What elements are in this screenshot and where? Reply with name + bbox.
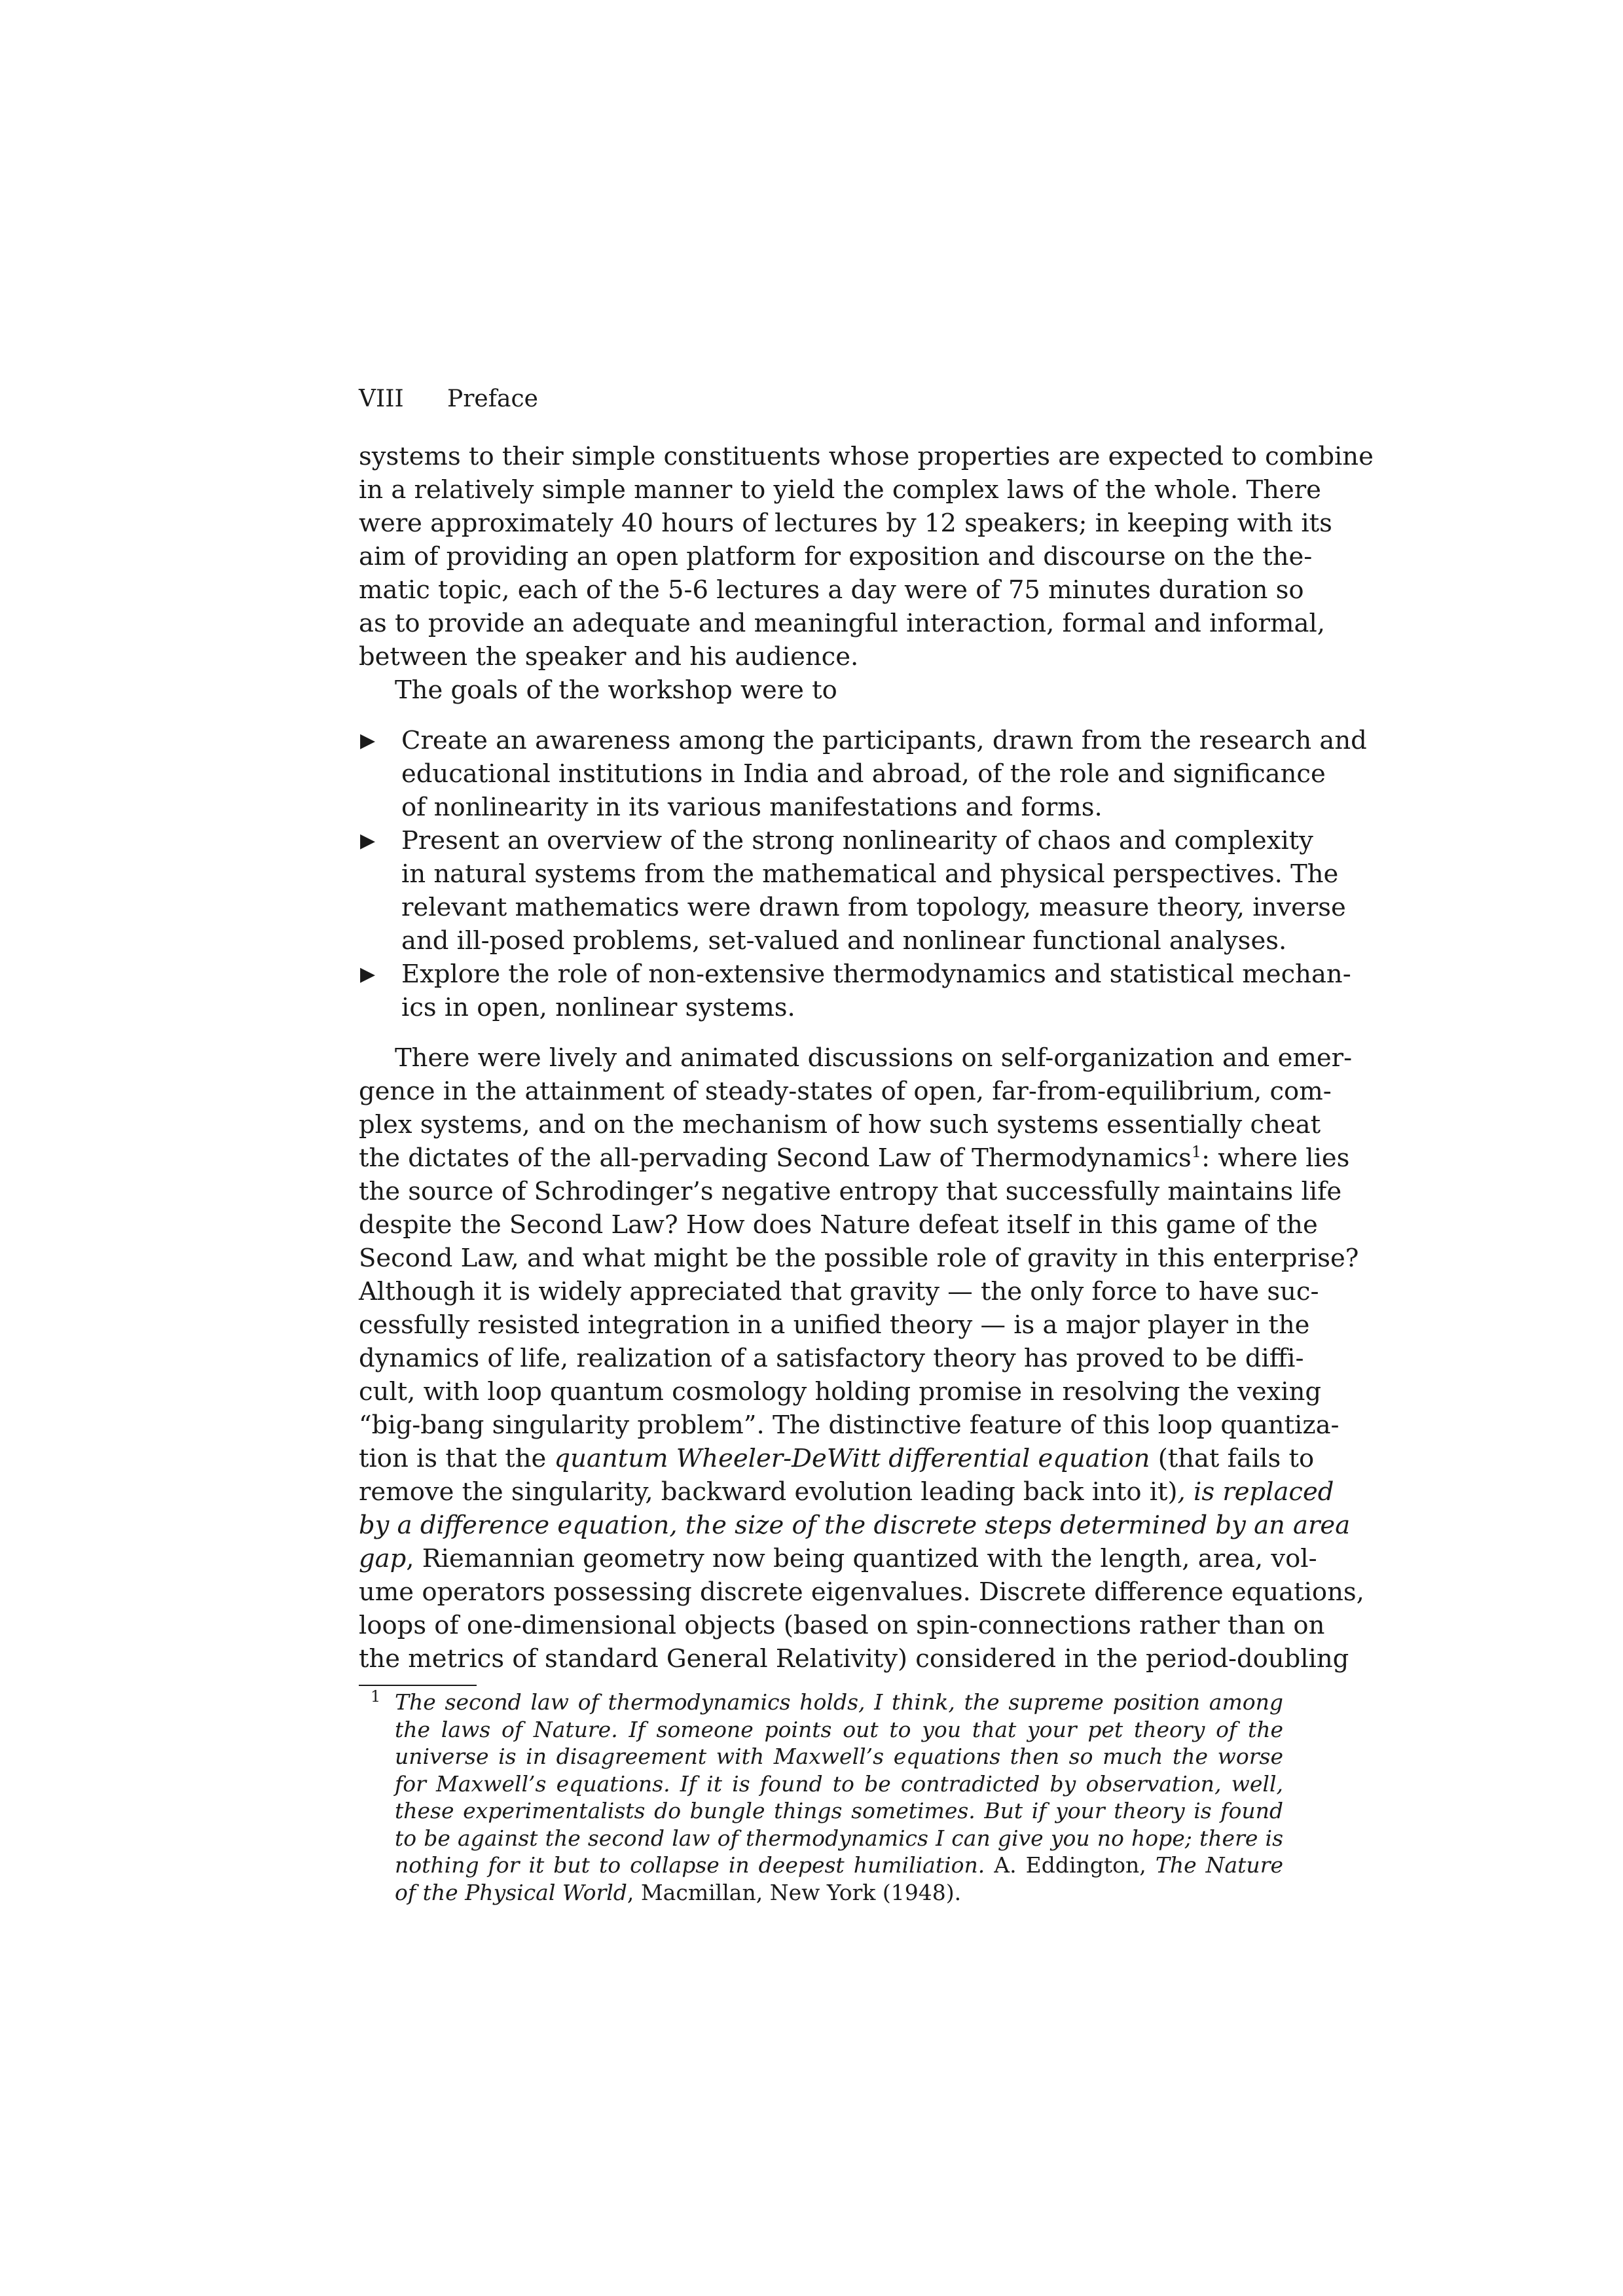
- text-run: tion is that the: [359, 1444, 555, 1473]
- bullet-triangle-icon: ▶: [360, 829, 376, 852]
- text-line: [395, 1852, 1283, 1879]
- text-run: A. Eddington,: [985, 1852, 1156, 1878]
- text-line: There were lively and animated discussions on self-organization and emer-: [395, 1043, 1353, 1073]
- text-line: “big-bang singularity problem”. The distinctive feature of this loop quantiza-: [359, 1410, 1340, 1440]
- section-title: Preface: [447, 386, 538, 412]
- text-line: Second Law, and what might be the possible role of gravity in this enterprise?: [359, 1244, 1359, 1273]
- italic-run: quantum Wheeler-DeWitt differential equation: [554, 1444, 1150, 1473]
- running-header: [359, 385, 538, 414]
- main-text: [359, 440, 1374, 1906]
- text-run: the dictates of the all-pervading Second Law of Thermodynamics: [359, 1143, 1192, 1173]
- text-line: [395, 1743, 1283, 1770]
- text-line: the metrics of standard General Relativity) considered in the period-doubling: [359, 1644, 1349, 1674]
- list-item: [359, 724, 1367, 824]
- footnote-ref[interactable]: 1: [1191, 1143, 1202, 1161]
- italic-run: universe is in disagreement with Maxwell’s equations then so much the worse: [395, 1744, 1283, 1769]
- text-line: Explore the role of non-extensive thermodynamics and statistical mechan-: [401, 960, 1351, 989]
- text-line: plex systems, and on the mechanism of how such systems essentially cheat: [359, 1110, 1321, 1139]
- text-line: educational institutions in India and abroad, of the role and significance: [401, 759, 1326, 789]
- text-run: , Macmillan, New York (1948).: [627, 1879, 962, 1905]
- text-line: Create an awareness among the participants, drawn from the research and: [401, 726, 1367, 755]
- text-line: ics in open, nonlinear systems.: [401, 993, 795, 1022]
- italic-run: to be against the second law of thermodynamics I can give you no hope; there is: [395, 1825, 1283, 1851]
- italic-run: the laws of Nature. If someone points out to you that your pet theory of the: [395, 1716, 1283, 1742]
- text-line: [395, 1825, 1283, 1852]
- text-line: in natural systems from the mathematical and physical perspectives. The: [401, 859, 1339, 889]
- goals-list: [359, 724, 1367, 1024]
- text-line: dynamics of life, realization of a satisfactory theory has proved to be diffi-: [359, 1344, 1304, 1373]
- page-number: VIII: [359, 386, 404, 412]
- footnote: [359, 1689, 1283, 1906]
- text-line: [395, 1716, 1283, 1744]
- text-line: [359, 1475, 1334, 1509]
- text-line: were approximately 40 hours of lectures by 12 speakers; in keeping with its: [359, 509, 1332, 538]
- book-title: of the Physical World: [395, 1879, 627, 1905]
- paragraph-2: [359, 1041, 1364, 1676]
- text-line: loops of one-dimensional objects (based on spin-connections rather than on: [359, 1611, 1325, 1640]
- text-line: [395, 1879, 1283, 1907]
- text-line: Present an overview of the strong nonlinearity of chaos and complexity: [401, 826, 1313, 855]
- italic-run: gap: [359, 1544, 407, 1573]
- text-line: [359, 1442, 1315, 1475]
- text-line: as to provide an adequate and meaningful interaction, formal and informal,: [359, 609, 1326, 638]
- italic-run: by a difference equation, the size of the discrete steps determined by an area: [359, 1511, 1351, 1540]
- text-line: in a relatively simple manner to yield the complex laws of the whole. There: [359, 475, 1321, 505]
- text-line: ume operators possessing discrete eigenvalues. Discrete difference equations,: [359, 1577, 1364, 1607]
- goals-intro: The goals of the workshop were to: [395, 675, 837, 705]
- italic-run: The second law of thermodynamics holds, I think, the supreme position among: [395, 1689, 1283, 1715]
- text-line: cessfully resisted integration in a unified theory — is a major player in the: [359, 1310, 1310, 1340]
- spacer: [359, 707, 1283, 724]
- text-line: [395, 1689, 1283, 1716]
- text-run: , Riemannian geometry now being quantized with the length, area, vol-: [406, 1544, 1317, 1573]
- text-line: between the speaker and his audience.: [359, 642, 859, 672]
- text-line: despite the Second Law? How does Nature defeat itself in this game of the: [359, 1210, 1318, 1240]
- italic-run: nothing for it but to collapse in deepest humiliation.: [395, 1852, 985, 1878]
- paragraph-1: [359, 440, 1374, 673]
- text-line: of nonlinearity in its various manifestations and forms.: [401, 793, 1103, 822]
- list-item: [359, 824, 1346, 958]
- italic-run: , is replaced: [1177, 1477, 1334, 1507]
- bullet-triangle-icon: ▶: [360, 963, 376, 986]
- spacer: [359, 1024, 1283, 1041]
- text-line: [359, 1509, 1351, 1542]
- text-line: Although it is widely appreciated that gravity — the only force to have suc-: [359, 1277, 1319, 1306]
- text-line: the source of Schrodinger’s negative entropy that successfully maintains life: [359, 1177, 1342, 1206]
- book-title: The Nature: [1155, 1852, 1283, 1878]
- text-line: aim of providing an open platform for exposition and discourse on the the-: [359, 542, 1313, 571]
- text-run: (that fails to: [1150, 1444, 1315, 1473]
- italic-run: these experimentalists do bungle things sometimes. But if your theory is found: [395, 1798, 1283, 1823]
- text-line: cult, with loop quantum cosmology holding promise in resolving the vexing: [359, 1377, 1322, 1407]
- text-line: systems to their simple constituents whose properties are expected to combine: [359, 442, 1374, 471]
- text-run: : where lies: [1201, 1143, 1350, 1173]
- text-run: remove the singularity, backward evolution leading back into it): [359, 1477, 1178, 1507]
- bullet-triangle-icon: ▶: [360, 729, 376, 752]
- text-line: and ill-posed problems, set-valued and nonlinear functional analyses.: [401, 926, 1287, 956]
- italic-run: for Maxwell’s equations. If it is found to be contradicted by observation, well,: [395, 1770, 1283, 1797]
- text-line: gence in the attainment of steady-states of open, far-from-equilibrium, com-: [359, 1077, 1332, 1106]
- text-line: matic topic, each of the 5-6 lectures a day were of 75 minutes duration so: [359, 575, 1304, 605]
- list-item: [359, 958, 1351, 1024]
- text-line: relevant mathematics were drawn from topology, measure theory, inverse: [401, 893, 1346, 922]
- text-line: [359, 1542, 1317, 1575]
- text-line: [359, 1141, 1350, 1175]
- text-line: [395, 1797, 1283, 1825]
- footnote-mark: 1: [371, 1687, 381, 1706]
- text-line: [395, 1770, 1283, 1798]
